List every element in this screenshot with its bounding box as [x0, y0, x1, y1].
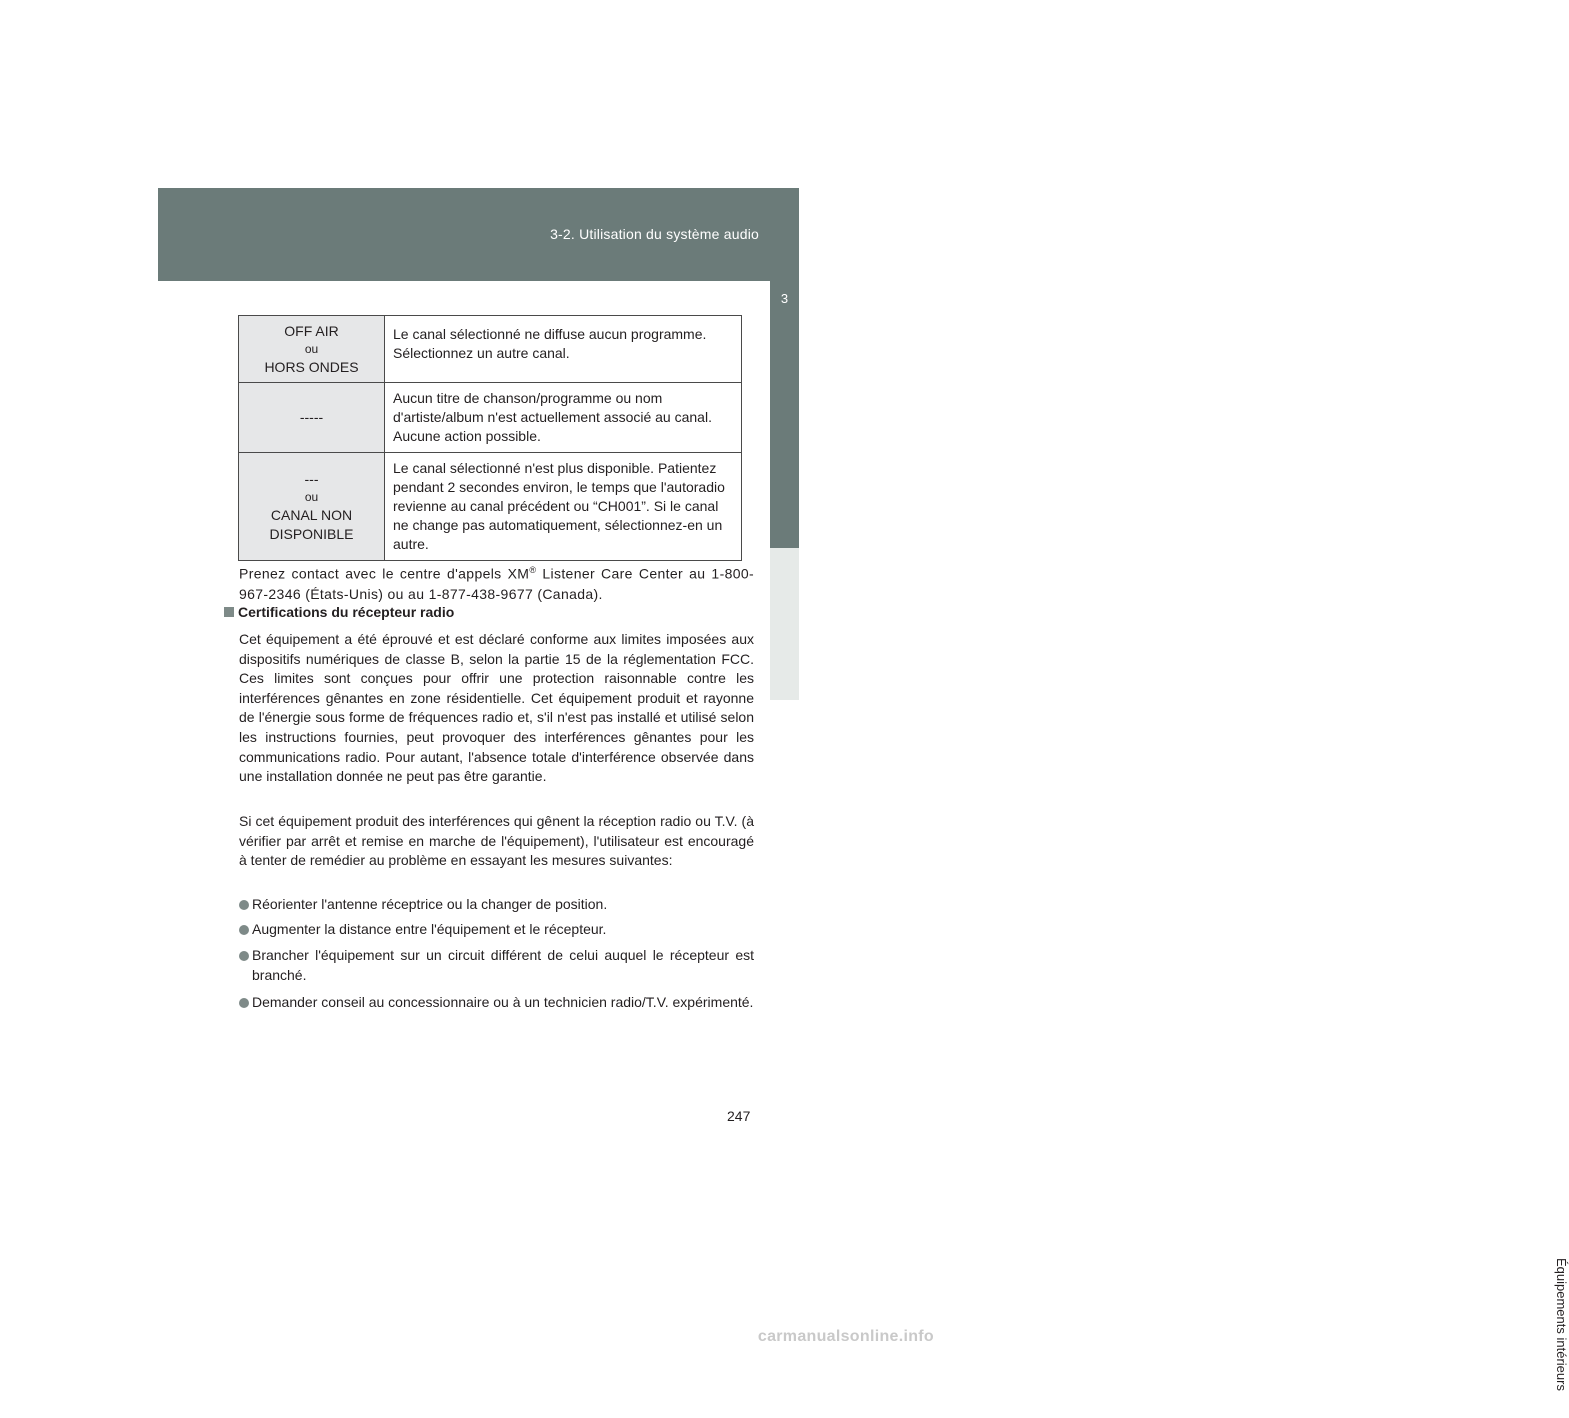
list-item-text: Réorienter l'antenne réceptrice ou la changer de position.	[252, 896, 608, 912]
certification-paragraph-2: Si cet équipement produit des interférences qui gênent la réception radio ou T.V. (à vérifier par arrêt et remise en marche de l'équipement), l'utilisateur est encouragé à tenter de remédier au problème en essayant les mesures suivantes:	[239, 813, 754, 869]
status-code-cell	[239, 383, 385, 453]
bullet-dot-icon	[239, 998, 249, 1008]
list-item	[239, 920, 754, 940]
status-code-line: -----	[299, 409, 324, 425]
certification-heading-text: Certifications du récepteur radio	[238, 604, 455, 620]
list-item	[239, 946, 754, 985]
status-code-line: ou	[304, 341, 319, 356]
chapter-number: 3	[780, 291, 789, 306]
status-code-cell	[239, 316, 385, 383]
section-header-band	[158, 188, 799, 281]
status-description-cell: Le canal sélectionné n'est plus disponible. Patientez pendant 2 secondes environ, le temps que l'autoradio revienne au canal précédent ou “CH001”. Si le canal ne change pas automatiquement, sélectionnez-en un autre.	[385, 453, 742, 561]
status-code-line: OFF AIR	[284, 322, 339, 339]
watermark-band	[0, 1328, 960, 1358]
contact-text-before: Prenez contact avec le centre d'appels XM	[239, 565, 530, 582]
status-code-line: HORS ONDES	[264, 358, 359, 375]
status-code-line: ou	[304, 489, 319, 504]
table-row	[239, 453, 742, 561]
registered-mark: ®	[529, 565, 537, 575]
bullet-dot-icon	[239, 925, 249, 935]
contact-paragraph	[239, 560, 754, 604]
bullet-dot-icon	[239, 900, 249, 910]
bullet-dot-icon	[239, 951, 249, 961]
watermark-text[interactable]: carmanualsonline.info	[757, 1328, 934, 1345]
table-row	[239, 383, 742, 453]
chapter-side-tab-light	[770, 548, 799, 700]
list-item-text: Augmenter la distance entre l'équipement et le récepteur.	[252, 921, 607, 937]
certification-paragraph-1: Cet équipement a été éprouvé et est déclaré conforme aux limites imposées aux dispositifs numériques de classe B, selon la partie 15 de la réglementation FCC. Ces limites sont conçues pour offrir une protection raisonnable contre les interférences gênantes en zone résidentielle. Cet équipement produit et rayonne de l'énergie sous forme de fréquences radio et, s'il n'est pas installé et utilisé selon les instructions fournies, peut provoquer des interférences gênantes pour les communications radio. Pour autant, l'absence totale d'interférence observée dans une installation donnée ne peut pas être garantie.	[239, 631, 754, 785]
chapter-title: Équipements intérieurs	[1554, 1258, 1569, 1391]
status-code-line: ---	[304, 470, 319, 487]
list-item-text: Brancher l'équipement sur un circuit différent de celui auquel le récepteur est branché.	[252, 947, 754, 983]
status-code-cell	[239, 453, 385, 561]
status-description-cell: Le canal sélectionné ne diffuse aucun programme. Sélectionnez un autre canal.	[385, 316, 742, 383]
square-bullet-icon	[224, 607, 234, 617]
list-item	[239, 895, 754, 915]
status-code-line: CANAL NON	[270, 506, 353, 523]
certification-heading	[224, 604, 454, 620]
table-row	[239, 316, 742, 383]
status-code-line: DISPONIBLE	[269, 525, 354, 542]
status-description-cell: Aucun titre de chanson/programme ou nom d'artiste/album n'est actuellement associé au canal. Aucune action possible.	[385, 383, 742, 453]
section-title: 3-2. Utilisation du système audio	[550, 226, 759, 242]
contact-text-after: Listener Care Center au 1-800-967-2346 (États-Unis) ou au 1-877-438-9677 (Canada).	[239, 565, 754, 602]
status-message-table	[238, 315, 742, 561]
page-number: 247	[727, 1108, 751, 1124]
list-item-text: Demander conseil au concessionnaire ou à un technicien radio/T.V. expérimenté.	[252, 994, 754, 1010]
list-item	[239, 993, 754, 1013]
